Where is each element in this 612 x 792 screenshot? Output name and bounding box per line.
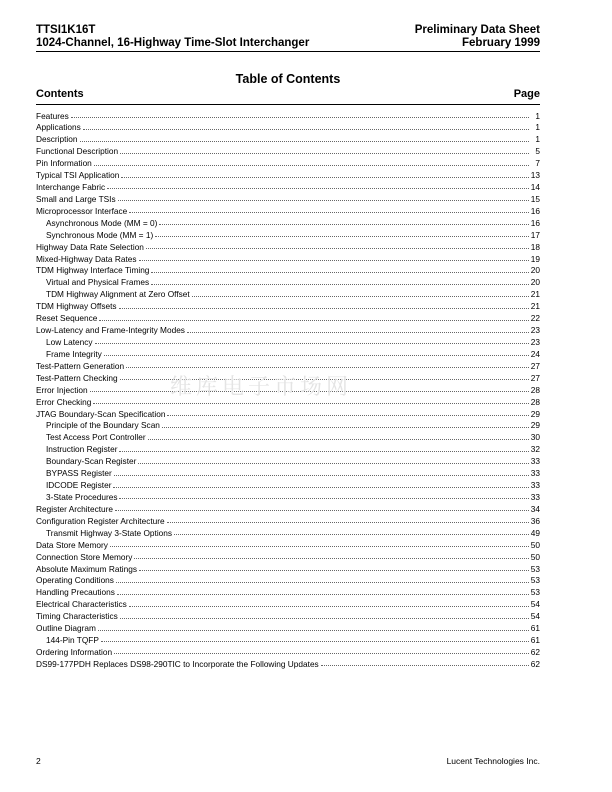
toc-entry[interactable] [36, 635, 540, 647]
toc-entry-page: 33 [530, 456, 540, 467]
toc-dot-leader [151, 284, 529, 285]
document-date: February 1999 [462, 37, 540, 49]
toc-dot-leader [119, 451, 528, 452]
toc-entry[interactable] [36, 599, 540, 611]
toc-entry-label: Asynchronous Mode (MM = 0) [46, 217, 158, 228]
toc-dot-leader [146, 248, 529, 249]
toc-entry[interactable] [36, 230, 540, 242]
toc-entry-page: 1 [535, 110, 540, 121]
toc-entry[interactable] [36, 111, 540, 123]
header-divider [36, 51, 540, 52]
page-number: 2 [36, 756, 41, 766]
toc-entry-label: Outline Diagram [36, 623, 96, 634]
toc-entry-page: 17 [530, 229, 540, 240]
toc-entry[interactable] [36, 349, 540, 361]
toc-entry-page: 61 [530, 635, 540, 646]
toc-entry-page: 27 [530, 360, 540, 371]
toc-entry-label: TDM Highway Alignment at Zero Offset [46, 289, 190, 300]
toc-entry-page: 16 [530, 205, 540, 216]
toc-entry-label: 144-Pin TQFP [46, 635, 99, 646]
toc-dot-leader [139, 570, 529, 571]
toc-entry[interactable] [36, 206, 540, 218]
toc-entry-page: 27 [530, 372, 540, 383]
toc-entry-label: 3-State Procedures [46, 492, 118, 502]
toc-entry[interactable] [36, 552, 540, 564]
toc-entry-label: Highway Data Rate Selection [36, 241, 144, 252]
toc-entry-label: Error Checking [36, 396, 92, 407]
toc-entry[interactable] [36, 432, 540, 444]
toc-entry[interactable] [36, 218, 540, 230]
toc-entry-label: Features [36, 110, 69, 121]
toc-dot-leader [120, 618, 529, 619]
toc-entry[interactable] [36, 254, 540, 266]
toc-dot-leader [83, 129, 529, 130]
toc-entry-page: 23 [530, 337, 540, 348]
toc-entry-label: Configuration Register Architecture [36, 515, 165, 526]
toc-dot-leader [119, 308, 529, 309]
toc-entry-label: Small and Large TSIs [36, 193, 116, 204]
toc-entry-page: 20 [530, 277, 540, 288]
toc-entry-label: Test-Pattern Generation [36, 360, 125, 371]
toc-dot-leader [101, 641, 529, 642]
toc-entry[interactable] [36, 134, 540, 146]
page-header [36, 24, 540, 50]
toc-dot-leader [174, 534, 529, 535]
toc-dot-leader [119, 498, 528, 499]
toc-dot-leader [321, 665, 529, 666]
toc-dot-leader [129, 212, 528, 213]
toc-entry-label: Absolute Maximum Ratings [36, 563, 137, 574]
toc-entry[interactable] [36, 659, 540, 671]
toc-entry[interactable] [36, 420, 540, 432]
toc-dot-leader [114, 653, 529, 654]
document-type: Preliminary Data Sheet [414, 24, 540, 36]
toc-dot-leader [113, 487, 528, 488]
product-description: 1024-Channel, 16-Highway Time-Slot Interchanger [36, 37, 310, 49]
toc-entry-label: Low-Latency and Frame-Integrity Modes [36, 325, 185, 336]
toc-dot-leader [134, 558, 528, 559]
toc-entry-page: 28 [530, 384, 540, 395]
toc-entry-page: 53 [530, 563, 540, 574]
toc-entry[interactable] [36, 194, 540, 206]
toc-entry-label: Description [36, 134, 78, 145]
toc-entry-page: 54 [530, 611, 540, 622]
toc-entry-page: 49 [530, 527, 540, 538]
toc-entry-label: Principle of the Boundary Scan [46, 420, 160, 431]
toc-dot-leader [104, 355, 529, 356]
toc-entry-page: 29 [530, 408, 540, 419]
toc-entry-label: Register Architecture [36, 503, 114, 514]
toc-entry[interactable] [36, 575, 540, 587]
toc-dot-leader [93, 403, 528, 404]
toc-entry-label: Mixed-Highway Data Rates [36, 253, 137, 264]
toc-entry-page: 16 [530, 217, 540, 228]
toc-entry-page: 34 [530, 503, 540, 514]
toc-entry-label: Typical TSI Application [36, 170, 120, 181]
toc-entry-page: 20 [530, 265, 540, 276]
toc-entry[interactable] [36, 587, 540, 599]
toc-dot-leader [151, 272, 528, 273]
toc-dot-leader [98, 630, 529, 631]
toc-entry-page: 18 [530, 241, 540, 252]
toc-entry-page: 15 [530, 193, 540, 204]
toc-entry-label: Handling Precautions [36, 587, 115, 598]
toc-entry-page: 30 [530, 432, 540, 443]
toc-entry-label: Error Injection [36, 384, 88, 395]
toc-entry-label: Functional Description [36, 146, 119, 157]
toc-entry[interactable] [36, 170, 540, 182]
toc-dot-leader [117, 594, 529, 595]
toc-entry[interactable] [36, 623, 540, 635]
toc-entry[interactable] [36, 325, 540, 337]
company-name: Lucent Technologies Inc. [446, 756, 540, 766]
toc-entry-label: Interchange Fabric [36, 182, 106, 193]
toc-entry-page: 36 [530, 515, 540, 526]
toc-dot-leader [167, 415, 528, 416]
toc-entry[interactable] [36, 516, 540, 528]
toc-entry[interactable] [36, 242, 540, 254]
header-left [36, 24, 309, 50]
toc-entry-label: JTAG Boundary-Scan Specification [36, 408, 166, 419]
toc-entry[interactable] [36, 611, 540, 623]
toc-entry-label: Test-Pattern Checking [36, 372, 118, 383]
toc-dot-leader [187, 332, 529, 333]
toc-entry[interactable] [36, 492, 540, 504]
toc-dot-leader [94, 165, 529, 166]
toc-entry-label: Reset Sequence [36, 313, 98, 324]
toc-entry-page: 28 [530, 396, 540, 407]
toc-entry-page: 29 [530, 420, 540, 431]
toc-entry[interactable] [36, 468, 540, 480]
toc-dot-leader [120, 153, 529, 154]
toc-dot-leader [121, 177, 528, 178]
toc-dot-leader [116, 582, 529, 583]
toc-entry-page: 50 [530, 539, 540, 550]
toc-entry-page: 33 [530, 492, 540, 502]
toc-entry-page: 21 [530, 301, 540, 312]
toc-entry-label: Microprocessor Interface [36, 205, 128, 216]
toc-dot-leader [114, 475, 529, 476]
toc-entry-label: Applications [36, 122, 81, 133]
toc-entry[interactable] [36, 289, 540, 301]
toc-entry-label: Instruction Register [46, 444, 118, 455]
toc-dot-leader [148, 439, 529, 440]
toc-entry-page: 7 [535, 158, 540, 169]
toc-entry-page: 54 [530, 599, 540, 610]
toc-entry[interactable] [36, 564, 540, 576]
toc-entry-page: 61 [530, 623, 540, 634]
page-column-label: Page [513, 88, 540, 100]
toc-entry-page: 33 [530, 480, 540, 491]
toc-entry[interactable] [36, 540, 540, 552]
toc-entry-label: Timing Characteristics [36, 611, 118, 622]
toc-entry-page: 32 [530, 444, 540, 455]
toc-entry-page: 21 [530, 289, 540, 300]
toc-dot-leader [192, 296, 529, 297]
header-right [415, 24, 540, 50]
toc-entry[interactable] [36, 122, 540, 134]
toc-entry-label: Synchronous Mode (MM = 1) [46, 229, 154, 240]
toc-entry-label: Low Latency [46, 337, 93, 348]
page-footer [36, 756, 540, 766]
toc-header-divider [36, 104, 540, 105]
toc-entry-page: 62 [530, 646, 540, 657]
toc-entry[interactable] [36, 146, 540, 158]
toc-entry[interactable] [36, 528, 540, 540]
toc-entry-page: 1 [535, 122, 540, 133]
toc-column-headers [36, 88, 540, 100]
toc-entry-page: 53 [530, 587, 540, 598]
toc-entry-page: 33 [530, 468, 540, 479]
toc-entry[interactable] [36, 480, 540, 492]
toc-entry-label: Connection Store Memory [36, 551, 133, 562]
toc-dot-leader [110, 546, 529, 547]
toc-dot-leader [167, 522, 529, 523]
toc-entry[interactable] [36, 504, 540, 516]
toc-entry-page: 50 [530, 551, 540, 562]
toc-title: Table of Contents [235, 72, 341, 86]
toc-dot-leader [162, 427, 529, 428]
toc-entry[interactable] [36, 444, 540, 456]
toc-entry-page: 53 [530, 575, 540, 586]
toc-entry[interactable] [36, 409, 540, 421]
toc-entry-label: Ordering Information [36, 646, 113, 657]
toc-dot-leader [118, 200, 529, 201]
toc-entry-page: 62 [530, 658, 540, 669]
toc-entry-label: BYPASS Register [46, 468, 112, 479]
toc-entry-label: Test Access Port Controller [46, 432, 146, 443]
contents-column-label: Contents [36, 88, 84, 100]
toc-entry-label: Pin Information [36, 158, 92, 169]
toc-entry-label: Virtual and Physical Frames [46, 277, 150, 288]
toc-entry-label: Boundary-Scan Register [46, 456, 137, 467]
toc-entry-page: 13 [530, 170, 540, 181]
toc-dot-leader [129, 606, 529, 607]
part-number: TTSI1K16T [36, 24, 96, 36]
toc-entry-label: Transmit Highway 3-State Options [46, 527, 173, 538]
toc-entry-label: Electrical Characteristics [36, 599, 127, 610]
toc-entry-label: IDCODE Register [46, 480, 112, 491]
toc-entry[interactable] [36, 313, 540, 325]
toc-entry-label: Operating Conditions [36, 575, 114, 586]
toc-dot-leader [95, 343, 529, 344]
toc-entry[interactable] [36, 265, 540, 277]
toc-entry[interactable] [36, 277, 540, 289]
toc-entry-page: 24 [530, 348, 540, 359]
toc-entry[interactable] [36, 647, 540, 659]
toc-dot-leader [138, 463, 528, 464]
toc-dot-leader [126, 367, 529, 368]
toc-dot-leader [107, 188, 529, 189]
toc-entry-page: 23 [530, 325, 540, 336]
toc-dot-leader [80, 141, 529, 142]
toc-entry-page: 5 [535, 146, 540, 157]
toc-dot-leader [71, 117, 529, 118]
toc-entry-label: TDM Highway Offsets [36, 301, 117, 312]
toc-dot-leader [139, 260, 529, 261]
toc-entry[interactable] [36, 456, 540, 468]
watermark: 维库电子市场网 [170, 375, 353, 400]
toc-entry[interactable] [36, 158, 540, 170]
toc-entry[interactable] [36, 182, 540, 194]
toc-dot-leader [99, 320, 528, 321]
toc-entry-page: 19 [530, 253, 540, 264]
toc-entry[interactable] [36, 337, 540, 349]
toc-dot-leader [159, 224, 528, 225]
toc-dot-leader [115, 510, 529, 511]
toc-entry-label: DS99-177PDH Replaces DS98-290TIC to Incorporate the Following Updates [36, 658, 319, 669]
toc-entry-label: Data Store Memory [36, 539, 108, 550]
toc-entry-label: Frame Integrity [46, 348, 102, 359]
toc-entry-page: 22 [530, 313, 540, 324]
toc-entry-page: 1 [535, 134, 540, 145]
toc-entry[interactable] [36, 301, 540, 313]
toc-entry-page: 14 [530, 182, 540, 193]
toc-entry-label: TDM Highway Interface Timing [36, 265, 150, 276]
toc-dot-leader [155, 236, 529, 237]
